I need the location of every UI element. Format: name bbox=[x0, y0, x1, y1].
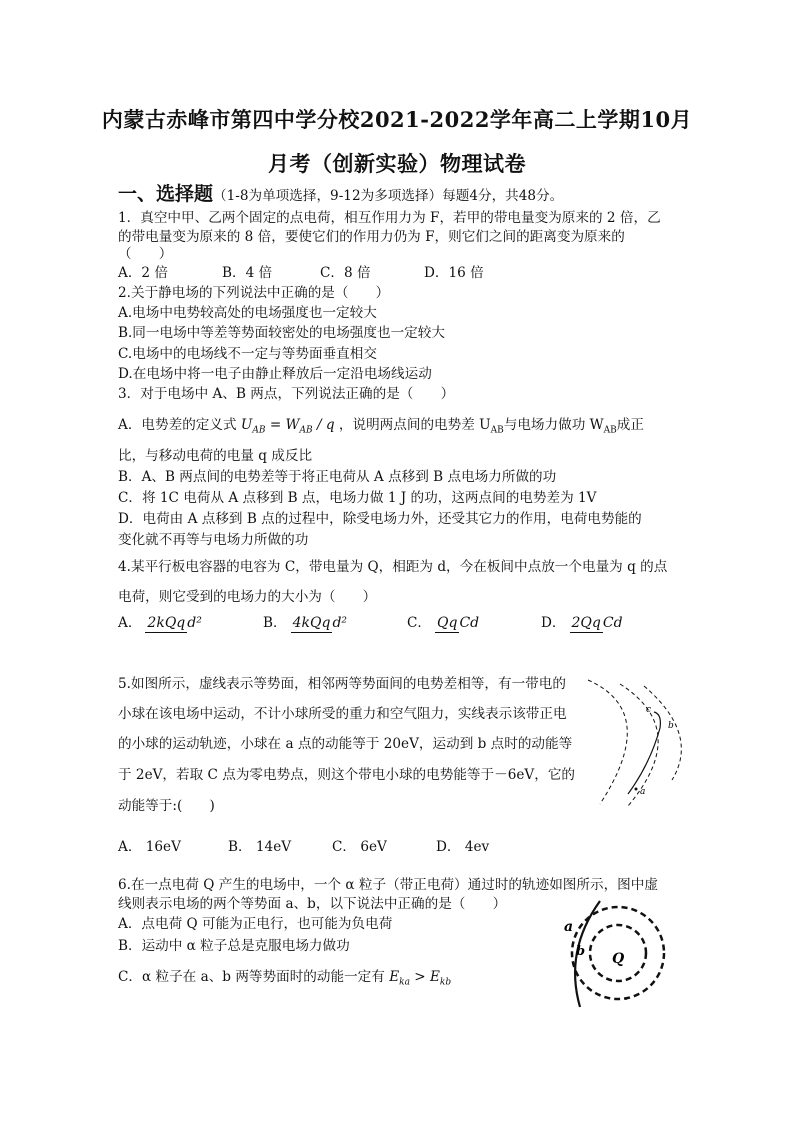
q2-option-b: B.同一电场中等差等势面较密处的电场强度也一定较大 bbox=[118, 325, 445, 341]
q6-line1: 6.在一点电荷 Q 产生的电场中，一个 α 粒子（带正电荷）通过时的轨迹如图所示，图中虚 bbox=[118, 877, 658, 893]
q6-fig-label-a: a bbox=[564, 919, 574, 935]
q1-option-b: B．4 倍 bbox=[222, 265, 273, 281]
q5-equipotential-figure bbox=[580, 672, 700, 812]
q5-options bbox=[118, 838, 489, 856]
q5-line2: 小球在该电场中运动，不计小球所受的重力和空气阻力，实线表示该带正电 bbox=[118, 706, 567, 722]
q3-a-sub2: AB bbox=[603, 425, 617, 436]
q6-c-formula: $E_{ka} > E_{kb}$ bbox=[389, 969, 452, 988]
q2-option-c: C.电场中的电场线不一定与等势面垂直相交 bbox=[118, 346, 377, 362]
q3-option-b: B．A、B 两点间的电势差等于将正电荷从 A 点移到 B 点电场力所做的功 bbox=[118, 469, 557, 485]
q1-line3: （ ） bbox=[118, 246, 173, 262]
q3-stem: 3．对于电场中 A、B 两点，下列说法正确的是（ ） bbox=[118, 386, 455, 402]
q4-line1: 4.某平行板电容器的电容为 C，带电量为 Q，相距为 d，今在板间中点放一个电量为 q 的点 bbox=[118, 559, 668, 575]
q6-fig-label-q: Q bbox=[612, 951, 625, 967]
q6-option-b: B．运动中 α 粒子总是克服电场力做功 bbox=[118, 938, 350, 954]
q6-line2: 线则表示电场的两个等势面 a、b，以下说法中正确的是（ ） bbox=[118, 896, 507, 912]
q1-option-d: D．16 倍 bbox=[424, 265, 484, 281]
q3-option-a-line1 bbox=[118, 416, 644, 440]
q4-options bbox=[118, 614, 623, 654]
q5-fig-label-b: b bbox=[668, 721, 674, 731]
q6-option-a: A．点电荷 Q 可能为正电行，也可能为负电荷 bbox=[118, 916, 393, 932]
q2-stem: 2.关于静电场的下列说法中正确的是（ ） bbox=[118, 285, 390, 301]
q6-c-text: C．α 粒子在 a、b 两等势面时的动能一定有 bbox=[118, 969, 385, 985]
q1-options bbox=[118, 264, 484, 282]
q4-option-b: B． 4kQq d² bbox=[263, 615, 348, 631]
q3-a-sub1: AB bbox=[490, 425, 504, 436]
q3-option-d-line1: D．电荷由 A 点移到 B 点的过程中，除受电场力外，还受其它力的作用，电荷电势能的 bbox=[118, 511, 642, 527]
q4-line2: 电荷，则它受到的电场力的大小为（ ） bbox=[118, 589, 377, 605]
q4-option-a: A． 2kQq d² bbox=[118, 615, 202, 631]
page-title-line2: 月考（创新实验）物理试卷 bbox=[268, 151, 526, 176]
q5-line5: 动能等于:( ) bbox=[118, 798, 215, 814]
q1-option-c: C．8 倍 bbox=[320, 265, 371, 281]
q5-line3: 的小球的运动轨迹，小球在 a 点的动能等于 20eV，运动到 b 点时的动能等 bbox=[118, 736, 573, 752]
q4-option-c: C． Qq Cd bbox=[407, 615, 480, 631]
q5-fig-label-c: c bbox=[646, 705, 652, 715]
q3-a-text4: 成正 bbox=[616, 417, 644, 433]
section-heading bbox=[118, 185, 563, 205]
q5-line4: 于 2eV，若取 C 点为零电势点，则这个带电小球的电势能等于－6eV，它的 bbox=[118, 767, 576, 783]
q3-formula: $U_{AB} = W_{AB} / q$ bbox=[240, 417, 335, 436]
q3-a-text2: ，说明两点间的电势差 U bbox=[338, 417, 491, 433]
q5-option-b: B． 14eV bbox=[228, 839, 292, 855]
q4-option-d: D． 2Qq Cd bbox=[541, 615, 623, 631]
q6-point-charge-figure bbox=[560, 895, 670, 1010]
q6-fig-label-b: b bbox=[576, 944, 586, 959]
q3-a-text1: A．电势差的定义式 bbox=[118, 417, 237, 433]
q3-a-text3: 与电场力做功 W bbox=[503, 417, 604, 433]
section-note: （1-8为单项选择，9-12为多项选择）每题4分，共48分。 bbox=[213, 188, 564, 204]
q2-option-d: D.在电场中将一电子由静止释放后一定沿电场线运动 bbox=[118, 366, 432, 382]
q1-line2: 的带电量变为原来的 8 倍，要使它们的作用力仍为 F，则它们之间的距离变为原来的 bbox=[118, 229, 625, 245]
q1-line1: 1．真空中甲、乙两个固定的点电荷，相互作用力为 F，若甲的带电量变为原来的 2 倍，乙 bbox=[118, 210, 661, 226]
page-title-line1: 内蒙古赤峰市第四中学分校2021-2022学年高二上学期10月 bbox=[101, 107, 693, 132]
q5-option-c: C． 6eV bbox=[332, 839, 387, 855]
q5-option-a: A． 16eV bbox=[118, 839, 181, 855]
section-title: 一、选择题 bbox=[118, 183, 214, 205]
q3-option-a-line2: 比，与移动电荷的电量 q 成反比 bbox=[118, 448, 313, 464]
q6-option-c bbox=[118, 968, 451, 992]
q3-option-d-line2: 变化就不再等与电场力所做的功 bbox=[118, 532, 309, 548]
q5-option-d: D． 4ev bbox=[436, 839, 490, 855]
q5-line1: 5.如图所示，虚线表示等势面，相邻两等势面间的电势差相等，有一带电的 bbox=[118, 676, 566, 692]
q1-option-a: A．2 倍 bbox=[118, 265, 168, 281]
q5-fig-label-a: a bbox=[640, 787, 646, 797]
q3-option-c: C．将 1C 电荷从 A 点移到 B 点，电场力做 1 J 的功，这两点间的电势差为 1V bbox=[118, 490, 597, 506]
q2-option-a: A.电场中电势较高处的电场强度也一定较大 bbox=[118, 305, 377, 321]
